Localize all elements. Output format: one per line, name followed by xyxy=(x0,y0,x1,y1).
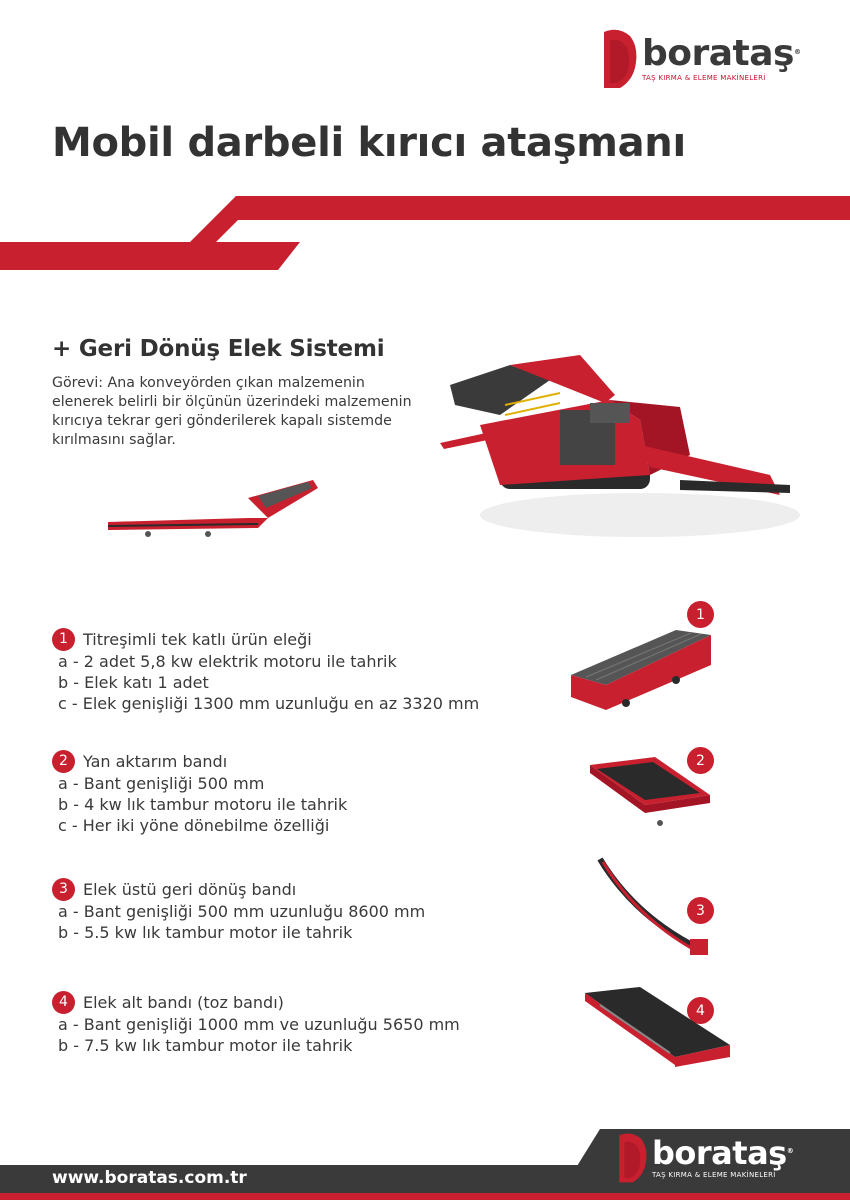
item-line: b - 5.5 kw lık tambur motor ile tahrik xyxy=(58,923,353,942)
item-number-badge: 4 xyxy=(52,991,75,1014)
item-line: a - 2 adet 5,8 kw elektrik motoru ile tahrik xyxy=(58,652,397,671)
decorative-red-band xyxy=(0,190,850,280)
image-number-badge: 3 xyxy=(687,897,714,924)
vibrating-screen-image xyxy=(566,625,716,720)
page-title: Mobil darbeli kırıcı ataşmanı xyxy=(52,120,686,166)
image-number-badge: 2 xyxy=(687,747,714,774)
brand-tagline: TAŞ KIRMA & ELEME MAKİNELERİ xyxy=(642,74,766,82)
footer-website-link[interactable]: www.boratas.com.tr xyxy=(52,1168,247,1188)
item-line: b - Elek katı 1 adet xyxy=(58,673,209,692)
feature-item-4 xyxy=(52,990,460,1056)
brand-logo-mark-icon xyxy=(614,1132,648,1184)
item-line: a - Bant genişliği 500 mm uzunluğu 8600 mm xyxy=(58,902,426,921)
return-belt-image xyxy=(595,857,715,962)
feature-item-2 xyxy=(52,749,347,836)
mobile-crusher-image xyxy=(440,345,800,555)
side-conveyor-image xyxy=(585,755,715,830)
item-line: c - Her iki yöne dönebilme özelliği xyxy=(58,816,330,835)
item-number-badge: 1 xyxy=(52,628,75,651)
item-line: b - 4 kw lık tambur motoru ile tahrik xyxy=(58,795,348,814)
brand-wordmark: borataş® xyxy=(642,33,801,74)
item-number-badge: 3 xyxy=(52,878,75,901)
dust-belt-image xyxy=(580,985,735,1075)
item-line: a - Bant genişliği 1000 mm ve uzunluğu 5650 mm xyxy=(58,1015,460,1034)
image-number-badge: 4 xyxy=(687,997,714,1024)
item-title: Yan aktarım bandı xyxy=(83,751,228,771)
item-title: Elek alt bandı (toz bandı) xyxy=(83,992,284,1012)
brand-logo-mark-icon xyxy=(598,28,638,90)
brand-wordmark: borataş® xyxy=(652,1134,794,1172)
item-line: c - Elek genişliği 1300 mm uzunluğu en az 3320 mm xyxy=(58,694,480,713)
section-heading: + Geri Dönüş Elek Sistemi xyxy=(52,336,385,362)
item-title: Titreşimli tek katlı ürün eleği xyxy=(83,629,312,649)
feature-item-3 xyxy=(52,877,425,943)
item-number-badge: 2 xyxy=(52,750,75,773)
image-number-badge: 1 xyxy=(687,601,714,628)
footer-logo[interactable] xyxy=(614,1132,793,1184)
header-logo[interactable] xyxy=(598,28,800,90)
section-description: Görevi: Ana konveyörden çıkan malzemenin elenerek belirli bir ölçünün üzerindeki malzemenin kırıcıya tekrar geri gönderilerek kapalı sistemde kırılmasını sağlar. xyxy=(52,375,412,448)
feature-item-1 xyxy=(52,627,479,714)
item-title: Elek üstü geri dönüş bandı xyxy=(83,879,297,899)
brand-tagline: TAŞ KIRMA & ELEME MAKİNELERİ xyxy=(652,1171,776,1179)
item-line: a - Bant genişliği 500 mm xyxy=(58,774,265,793)
return-conveyor-image xyxy=(108,478,318,543)
item-line: b - 7.5 kw lık tambur motor ile tahrik xyxy=(58,1036,353,1055)
